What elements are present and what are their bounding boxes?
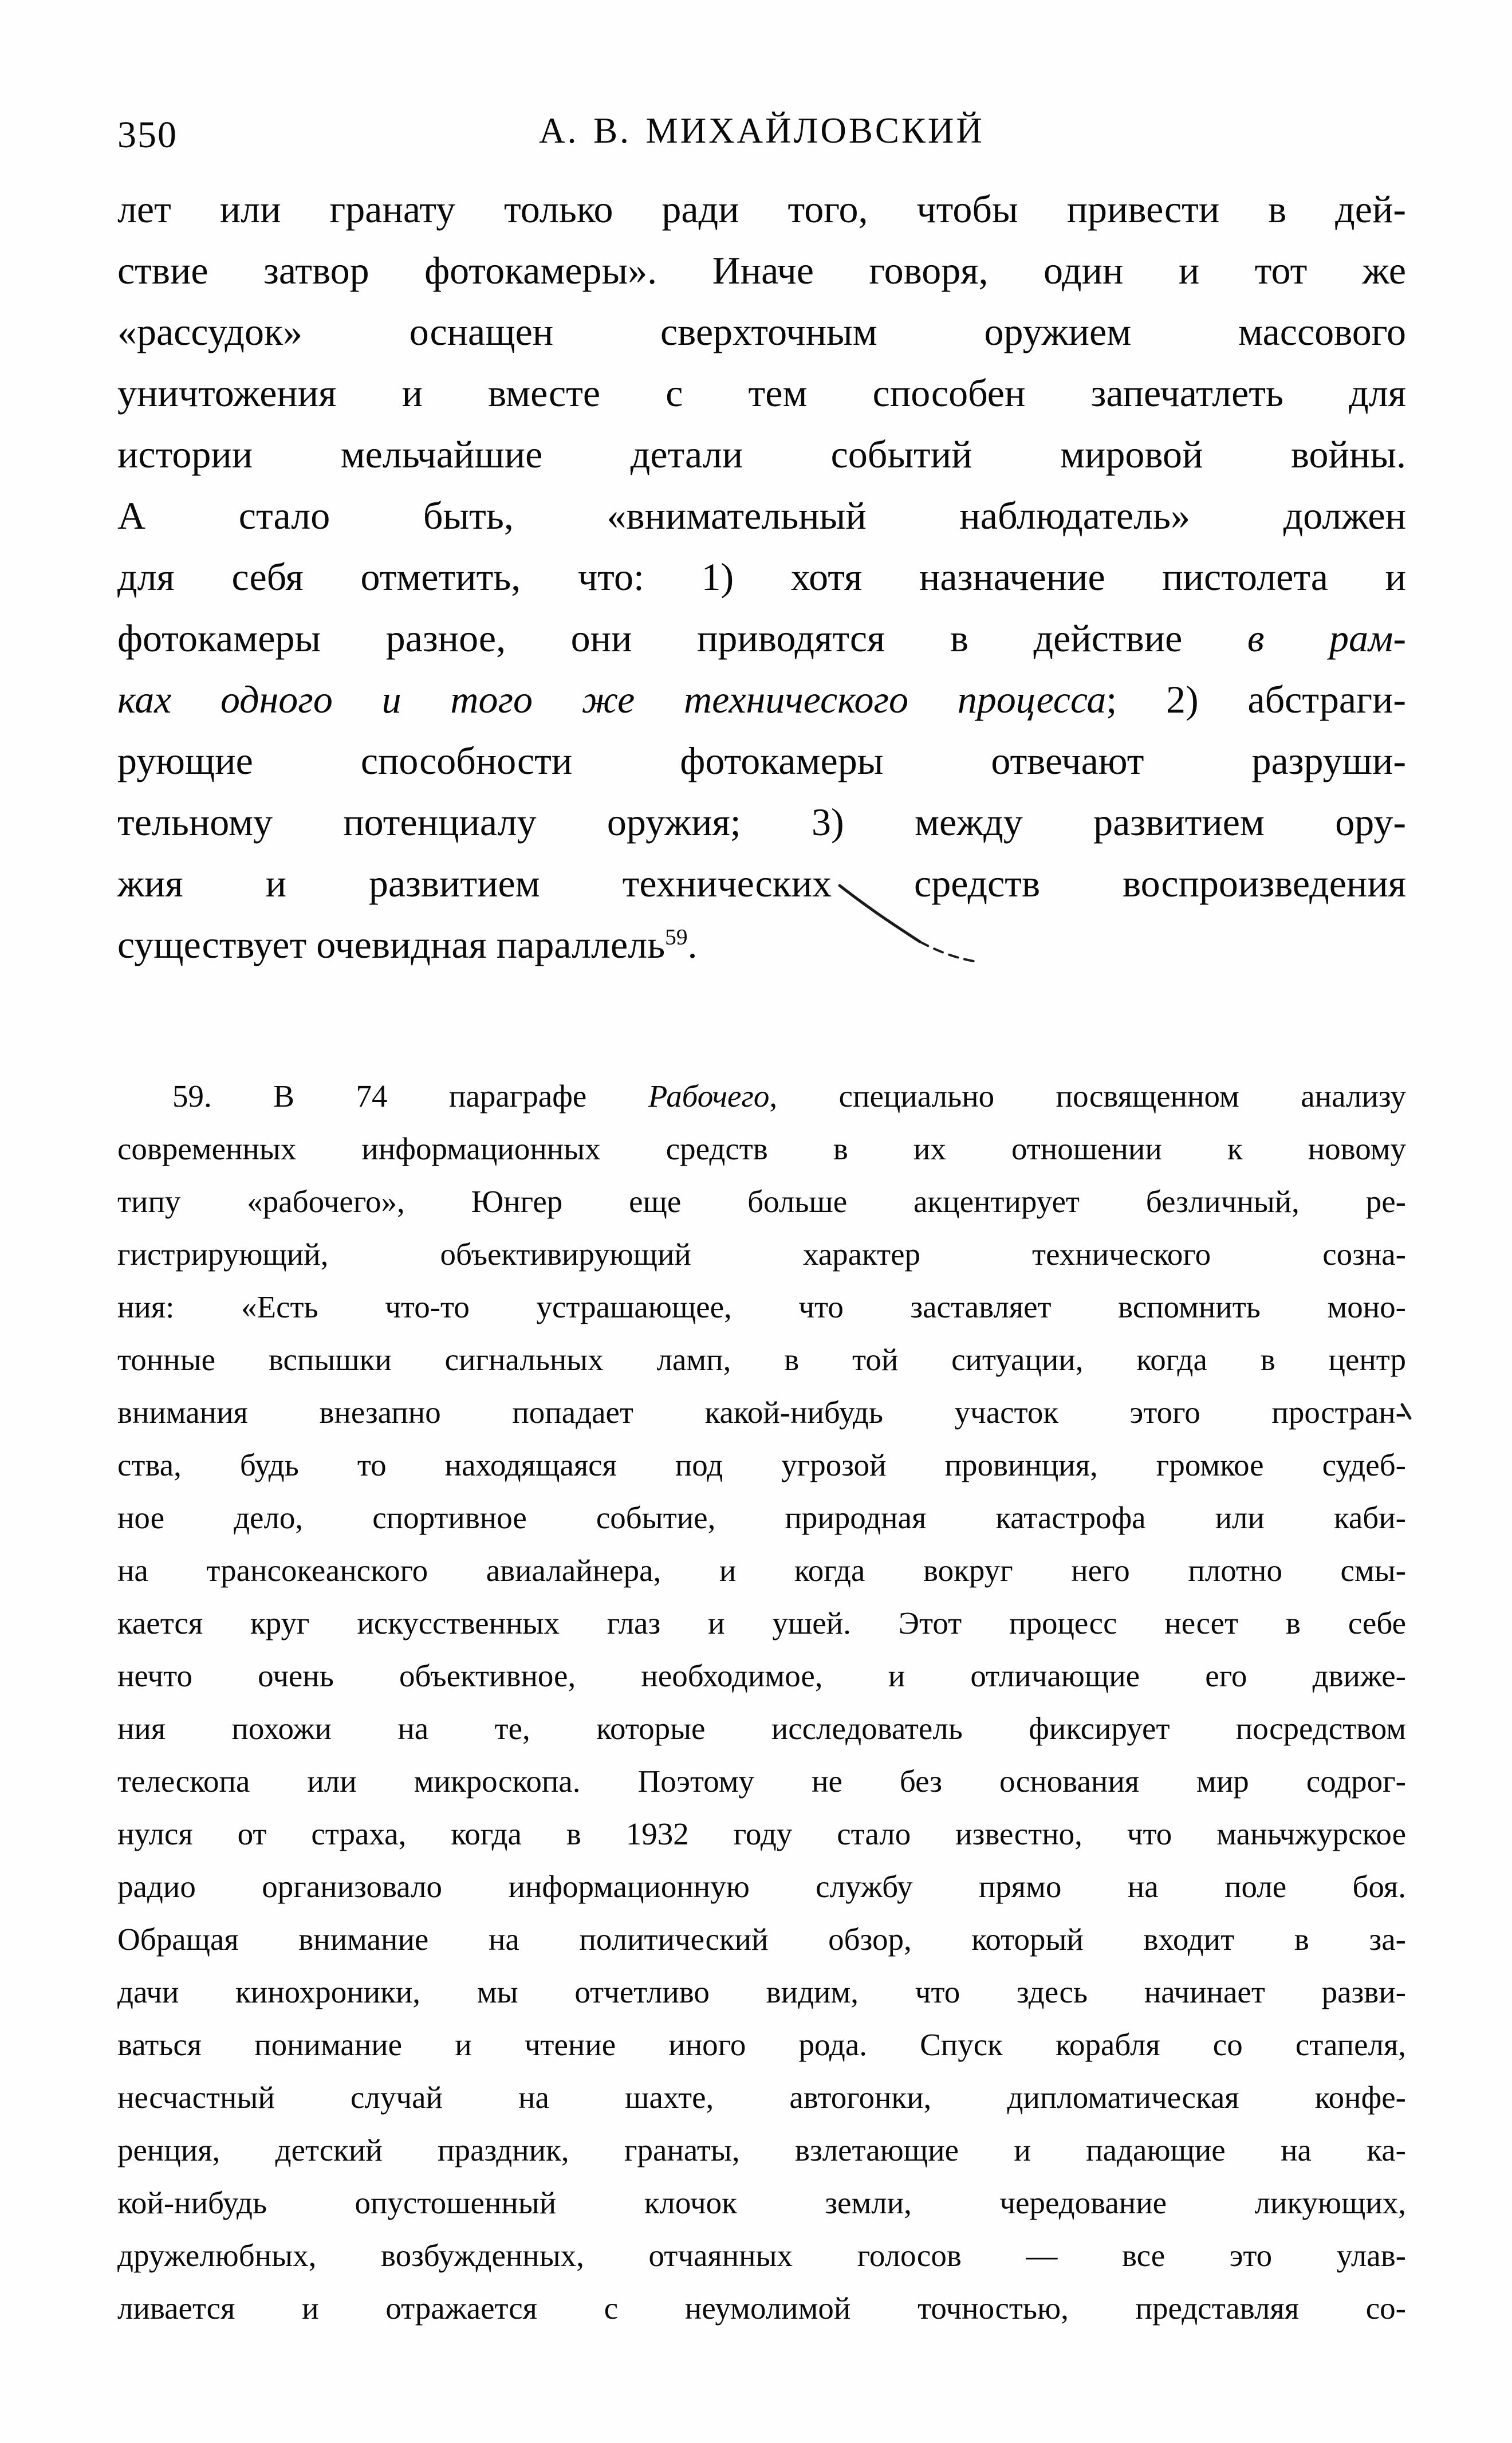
text-segment: А стало быть, «внимательный наблюдатель» должен: [117, 494, 1406, 537]
text-line: [117, 1966, 1406, 2019]
text-segment: фотокамеры разное, они приводятся в действие: [117, 616, 1247, 660]
text-segment: на трансокеанского авиалайнера, и когда вокруг него плотно смы-: [117, 1553, 1406, 1588]
text-line: [117, 1808, 1406, 1860]
text-line: [117, 853, 1406, 914]
text-line: [117, 1913, 1406, 1966]
text-line: [117, 1281, 1406, 1333]
text-line: [117, 792, 1406, 853]
main-text-block: [117, 179, 1406, 975]
text-segment: Рабочего: [648, 1079, 770, 1114]
text-segment: ренция, детский праздник, гранаты, взлетающие и падающие на ка-: [117, 2133, 1406, 2167]
text-segment: жия и развитием технических средств воспроизведения: [117, 861, 1406, 905]
text-line: [117, 1597, 1406, 1650]
text-line: [117, 2177, 1406, 2229]
text-segment: ствие затвор фотокамеры». Иначе говоря, один и тот же: [117, 249, 1406, 292]
text-segment: существует очевидная параллель: [117, 923, 666, 966]
text-segment: гистрирующий, объективирующий характер технического созна-: [117, 1237, 1406, 1272]
text-segment: дачи кинохроники, мы отчетливо видим, что здесь начинает разви-: [117, 1974, 1406, 2009]
text-segment: типу «рабочего», Юнгер еще больше акцентирует безличный, ре-: [117, 1184, 1406, 1219]
text-line: [117, 2229, 1406, 2282]
footnote-reference: 59: [665, 924, 688, 950]
text-segment: тонные вспышки сигнальных ламп, в той ситуации, когда в центр: [117, 1342, 1406, 1377]
text-segment: ваться понимание и чтение иного рода. Спуск корабля со стапеля,: [117, 2027, 1406, 2062]
text-line: [117, 179, 1406, 240]
text-segment: тельному потенциалу оружия; 3) между развитием ору-: [117, 800, 1406, 844]
text-line: [117, 914, 1406, 975]
text-line: [117, 363, 1406, 424]
text-segment: рующие способности фотокамеры отвечают разруши-: [117, 739, 1406, 782]
text-line: [117, 2124, 1406, 2177]
text-line: [117, 1544, 1406, 1597]
text-line: [117, 485, 1406, 546]
text-line: [117, 301, 1406, 363]
text-segment: ния похожи на те, которые исследователь фиксирует посредством: [117, 1711, 1406, 1746]
text-segment: ства, будь то находящаяся под угрозой провинция, громкое судеб-: [117, 1447, 1406, 1482]
text-line: [117, 1755, 1406, 1808]
text-segment: «рассудок» оснащен сверхточным оружием массового: [117, 310, 1406, 353]
text-line: [117, 1650, 1406, 1702]
text-segment: ливается и отражается с неумолимой точностью, представляя со-: [117, 2291, 1406, 2326]
text-segment: радио организовало информационную службу прямо на поле боя.: [117, 1869, 1406, 1904]
text-segment: внимания внезапно попадает какой-нибудь участок этого простран-: [117, 1395, 1406, 1430]
text-segment: кается круг искусственных глаз и ушей. Этот процесс несет в себе: [117, 1606, 1406, 1641]
text-line: [117, 1123, 1406, 1175]
text-segment: телескопа или микроскопа. Поэтому не без основания мир содрог-: [117, 1764, 1406, 1799]
text-line: [117, 669, 1406, 730]
text-segment: .: [687, 923, 698, 966]
page-header: [117, 110, 1406, 173]
text-line: [117, 2071, 1406, 2124]
text-line: [117, 424, 1406, 485]
text-segment: нечто очень объективное, необходимое, и отличающие его движе-: [117, 1658, 1406, 1693]
text-line: [117, 608, 1406, 669]
text-line: [117, 2282, 1406, 2335]
text-segment: Обращая внимание на политический обзор, который входит в за-: [117, 1922, 1406, 1957]
text-segment: нулся от страха, когда в 1932 году стало известно, что маньчжурское: [117, 1816, 1406, 1851]
text-line: [117, 1386, 1406, 1439]
text-line: [117, 1175, 1406, 1228]
text-segment: лет или гранату только ради того, чтобы привести в дей-: [117, 187, 1406, 231]
text-line: [117, 1860, 1406, 1913]
text-line: [117, 546, 1406, 608]
text-segment: истории мельчайшие детали событий мировой войны.: [117, 432, 1406, 476]
text-segment: ; 2) абстраги-: [1106, 678, 1406, 721]
text-segment: в рам-: [1247, 616, 1406, 660]
page-number: 350: [117, 114, 178, 156]
text-line: [117, 2019, 1406, 2071]
text-segment: ное дело, спортивное событие, природная катастрофа или каби-: [117, 1500, 1406, 1535]
text-line: [117, 1702, 1406, 1755]
text-segment: современных информационных средств в их отношении к новому: [117, 1131, 1406, 1166]
text-line: [117, 240, 1406, 301]
text-line: [117, 1333, 1406, 1386]
text-segment: дружелюбных, возбужденных, отчаянных голосов — все это улав-: [117, 2238, 1406, 2273]
text-segment: уничтожения и вместе с тем способен запечатлеть для: [117, 371, 1406, 415]
text-line: [117, 1228, 1406, 1281]
text-segment: ках одного и того же технического процесса: [117, 678, 1107, 721]
text-line: [117, 1492, 1406, 1544]
text-segment: , специально посвященном анализу: [769, 1079, 1406, 1114]
footnote-block: [117, 1070, 1406, 2335]
text-segment: ния: «Есть что-то устрашающее, что заставляет вспомнить моно-: [117, 1289, 1406, 1324]
text-line: [117, 1439, 1406, 1492]
text-segment: кой-нибудь опустошенный клочок земли, чередование ликующих,: [117, 2185, 1406, 2220]
text-segment: несчастный случай на шахте, автогонки, дипломатическая конфе-: [117, 2080, 1406, 2115]
text-segment: 59. В 74 параграфе: [172, 1079, 648, 1114]
running-head-author: А. В. МИХАЙЛОВСКИЙ: [539, 111, 985, 151]
text-segment: для себя отметить, что: 1) хотя назначение пистолета и: [117, 555, 1406, 599]
text-line: [117, 730, 1406, 792]
text-line: [117, 1070, 1406, 1123]
